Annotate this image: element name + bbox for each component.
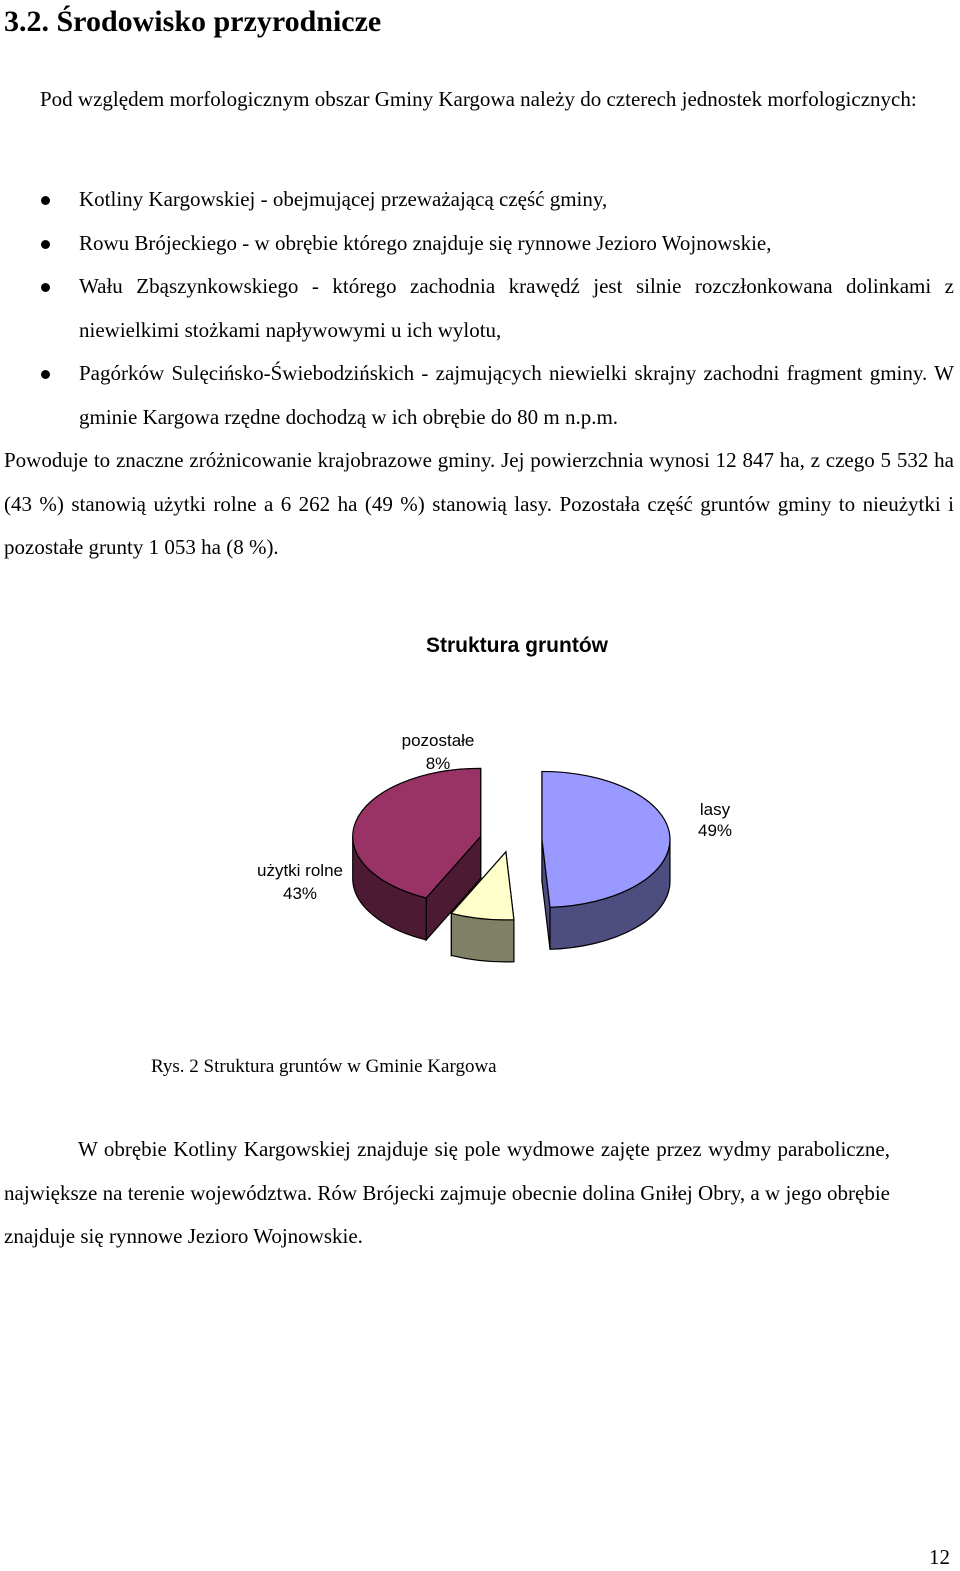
intro-paragraph: Pod względem morfologicznym obszar Gminy Kargowa należy do czterech jednostek morfologicznych: bbox=[40, 87, 917, 111]
list-item bbox=[0, 222, 954, 266]
land-structure-chart bbox=[150, 615, 880, 1035]
closing-paragraph: W obrębie Kotliny Kargowskiej znajduje się pole wydmowe zajęte przez wydmy paraboliczne, największe na terenie województwa. Rów Brójecki zajmuje obecnie dolina Gniłej Obry, a w jego obrębie znajduje się rynnowe Jezioro Wojnowskie. bbox=[4, 1137, 890, 1248]
list-item bbox=[0, 352, 954, 439]
slice-label-value: 43% bbox=[282, 884, 318, 903]
morphological-units-list bbox=[0, 178, 954, 439]
figure-caption: Rys. 2 Struktura gruntów w Gminie Kargowa bbox=[151, 1056, 497, 1077]
land-structure-paragraph: Powoduje to znaczne zróżnicowanie krajobrazowe gminy. Jej powierzchnia wynosi 12 847 ha, z czego 5 532 ha (43 %) stanowią użytki rolne a 6 262 ha (49 %) stanowią lasy. Pozostała część gruntów gminy to nieużytki i pozostałe grunty 1 053 ha (8 %). bbox=[4, 448, 954, 559]
slice-label-value: 49% bbox=[697, 821, 733, 840]
list-item-text: Wału Zbąszynkowskiego - którego zachodnia krawędź jest silnie rozczłonkowana dolinkami z niewielkimi stożkami napływowymi u ich wylotu, bbox=[79, 274, 954, 342]
chart-title: Struktura gruntów bbox=[426, 634, 608, 657]
slice-label-value: 8% bbox=[425, 754, 451, 773]
slice-label-name: lasy bbox=[699, 800, 731, 819]
pie-chart-svg bbox=[150, 615, 880, 1035]
section-heading: 3.2. Środowisko przyrodnicze bbox=[4, 5, 382, 38]
slice-label-name: użytki rolne bbox=[257, 861, 343, 880]
list-item bbox=[0, 178, 954, 222]
list-item-text: Kotliny Kargowskiej - obejmującej przeważającą część gminy, bbox=[79, 187, 608, 211]
page-number: 12 bbox=[929, 1545, 950, 1569]
slice-label-name: pozostałe bbox=[401, 731, 475, 750]
bullet-icon bbox=[41, 370, 50, 379]
list-item bbox=[0, 265, 954, 352]
bullet-icon bbox=[41, 240, 50, 249]
bullet-icon bbox=[41, 283, 50, 292]
pie-slice-rim-1-0 bbox=[451, 913, 514, 961]
list-item-text: Rowu Brójeckiego - w obrębie którego znajduje się rynnowe Jezioro Wojnowskie, bbox=[79, 230, 772, 255]
bullet-icon bbox=[41, 196, 50, 205]
list-item-text: Pagórków Sulęcińsko-Świebodzińskich - zajmujących niewielki skrajny zachodni fragment gminy. W gminie Kargowa rzędne dochodzą w ich obrębie do 80 m n.p.m. bbox=[79, 361, 954, 429]
